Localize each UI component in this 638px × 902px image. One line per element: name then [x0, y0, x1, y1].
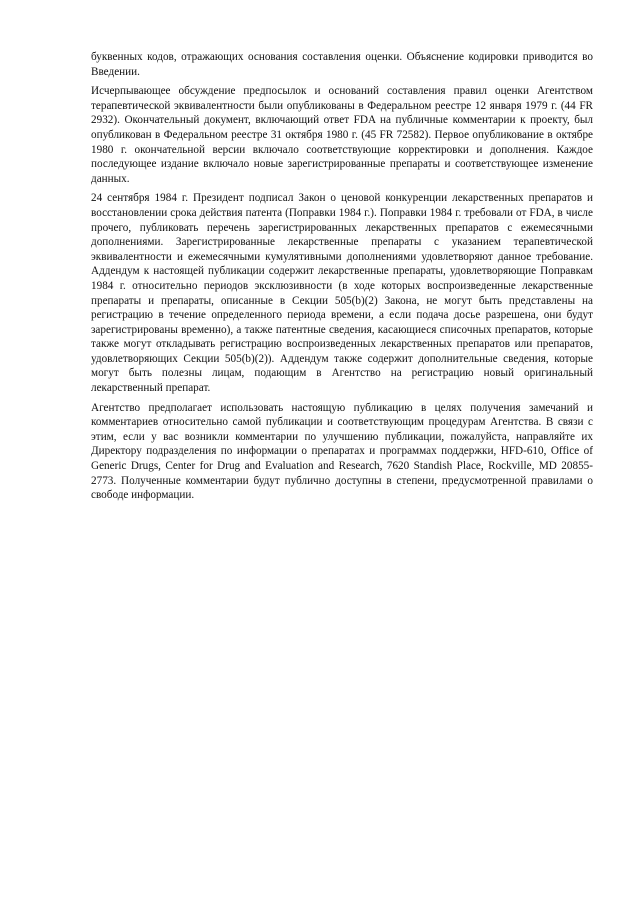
paragraph-comments-request: Агентство предполагает использовать настоящую публикацию в целях получения замечаний и комментариев относительно самой публикации и соответствующим процедурам Агентства. В связи с этим, если у вас возникли комментарии по улучшению публикации, пожалуйста, направляйте их Директору подразделения по информации о препаратах и программах поддержки, HFD-610, Office of Generic Drugs, Center for Drug and Evaluation and Research, 7620 Standish Place, Rockville, MD 20855-2773. Полученные комментарии будут публично доступны в степени, предусмотренной правилами о свободе информации. [91, 401, 593, 502]
paragraph-coding-explanation: буквенных кодов, отражающих основания составления оценки. Объяснение кодировки приводится во Введении. [91, 51, 593, 78]
document-body [91, 50, 593, 508]
paragraph-background-publication: Исчерпывающее обсуждение предпосылок и оснований составления правил оценки Агентством терапевтической эквивалентности были опубликованы в Федеральном реестре 12 января 1979 г. (44 FR 2932). Окончательный документ, включающий ответ FDA на публичные комментарии к проекту, был опубликован в Федеральном реестре 31 октября 1980 г. (45 FR 72582). Первое опубликование в октябре 1980 г. окончательной версии включало соответствующие корректировки и дополнения. Каждое последующее издание включало новые зарегистрированные препараты и соответствующее изменение данных. [91, 85, 593, 185]
paragraph-1984-amendments: 24 сентября 1984 г. Президент подписал Закон о ценовой конкуренции лекарственных препаратов и восстановлении срока действия патента (Поправки 1984 г.). Поправки 1984 г. требовали от FDA, в числе прочего, публиковать перечень зарегистрированных лекарственных препаратов с ежемесячными дополнениями. Зарегистрированные лекарственные препараты с указанием терапевтической эквивалентности и ежемесячными кумулятивными дополнениями удовлетворяют данное требование. Аддендум к настоящей публикации содержит лекарственные препараты, удовлетворяющие Поправкам 1984 г. относительно периодов эксклюзивности (в ходе которых воспроизведенные лекарственные препараты и препараты, описанные в Секции 505(b)(2) Закона, не могут быть представлены на регистрацию в течение определенного периода времени, а если подача досье разрешена, они будут зарегистрированы временно), а также патентные сведения, касающиеся списочных препаратов, которые также могут откладывать регистрацию воспроизведенных лекарственных препаратов или препаратов, удовлетворяющих Секции 505(b)(2)). Аддендум также содержит дополнительные сведения, которые могут быть полезны лицам, подающим в Агентство на регистрацию новый оригинальный лекарственный препарат. [91, 192, 593, 395]
